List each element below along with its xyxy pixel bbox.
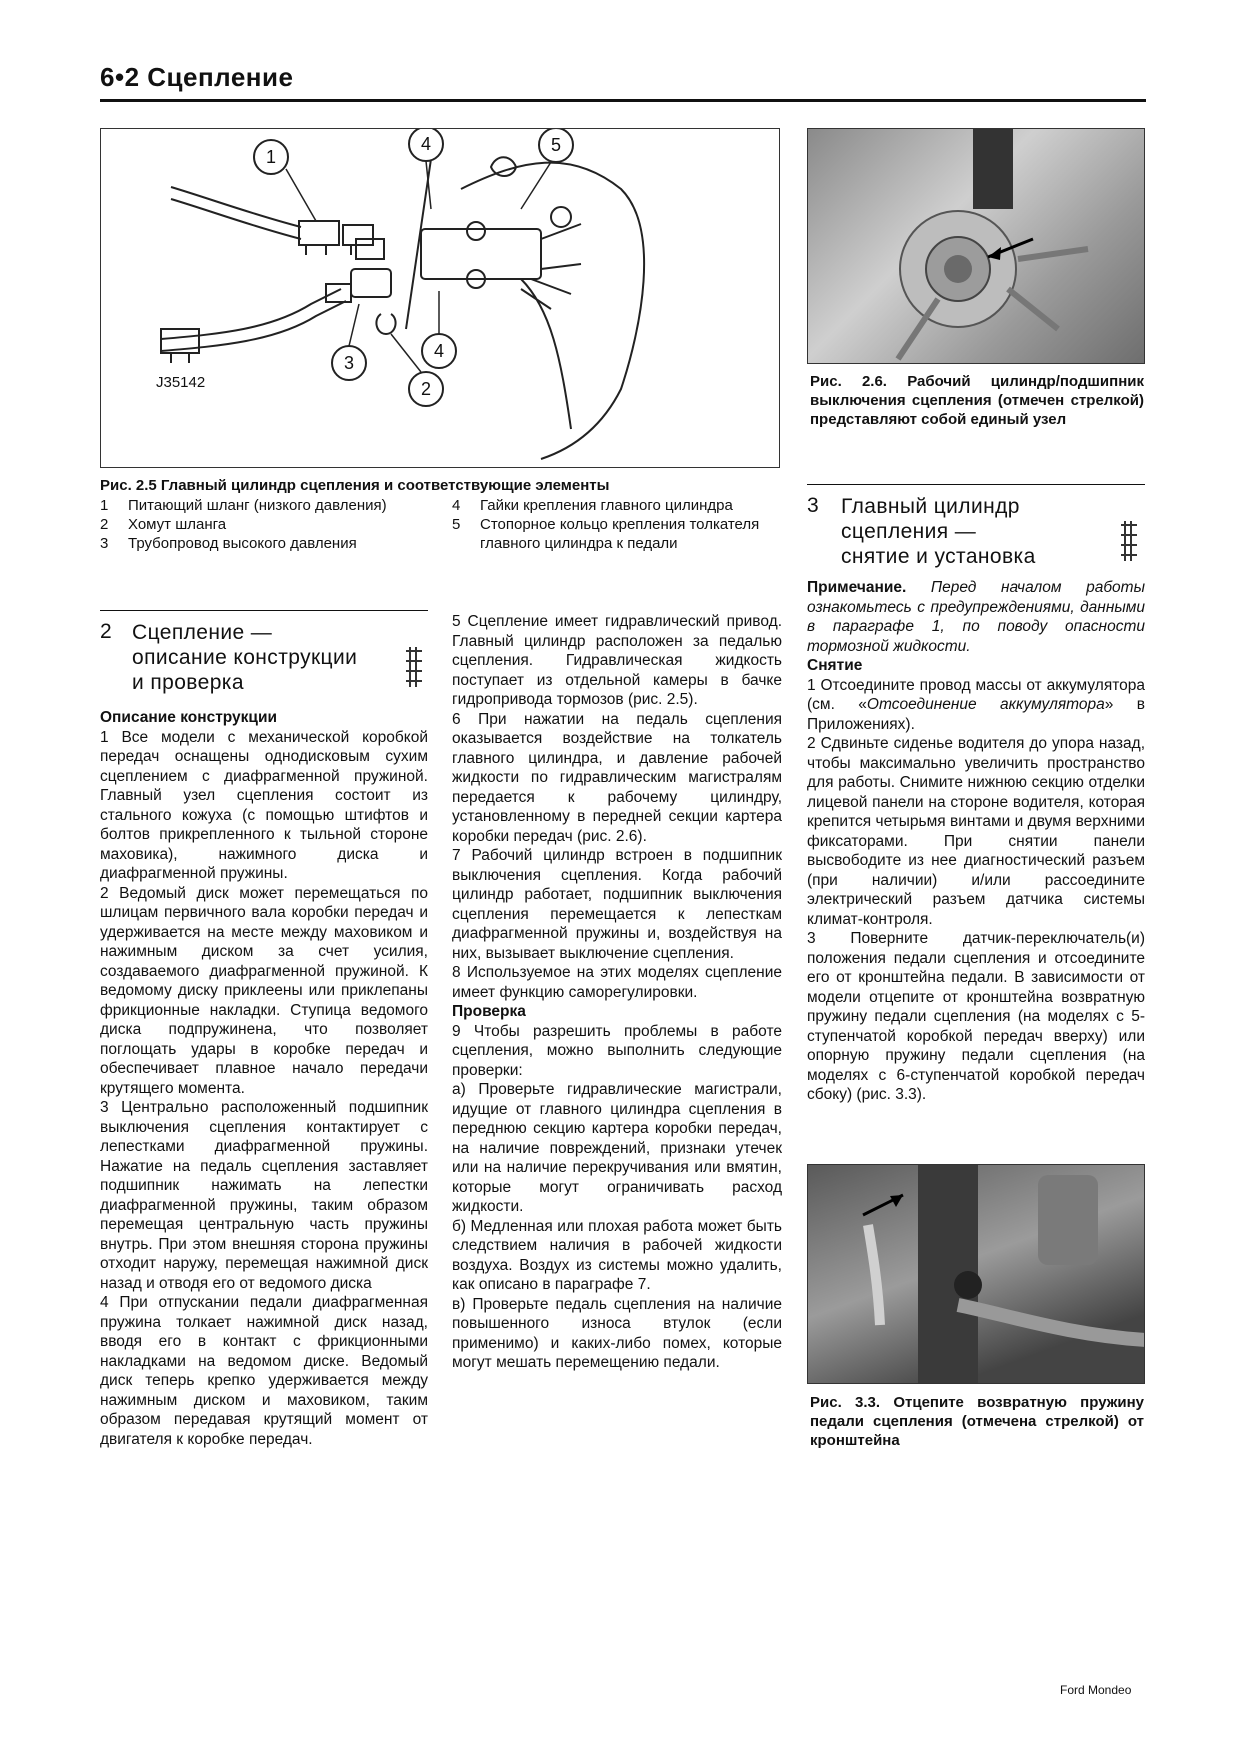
paragraph: в) Проверьте педаль сцепления на наличие повышенного износа втулок (если применимо) и каких-либо помех, которые могут мешать перемещению педали. xyxy=(452,1295,782,1371)
paragraph: 5 Сцепление имеет гидравлический привод. Главный цилиндр расположен за педалью сцепления. Гидравлическая жидкость поступает из отдельной камеры в бачке гидропривода тормозов (рис. 2.5). xyxy=(452,613,782,708)
paragraph: 7 Рабочий цилиндр встроен в подшипник выключения сцепления. Когда рабочий цилиндр работает, подшипник выключения сцепления перемещается к лепесткам диафрагменной пружины и, воздействуя на них, вызывает выключение сцепления. xyxy=(452,847,782,962)
footer-model: Ford Mondeo xyxy=(1060,1683,1132,1697)
subheading-check: Проверка xyxy=(452,1003,526,1020)
figure-code: J35142 xyxy=(156,374,206,391)
column-right xyxy=(807,578,1145,1105)
figure-3-3-caption: Рис. 3.3. Отцепите возвратную пружину педали сцепления (отмечена стрелкой) от кронштейна xyxy=(810,1394,1144,1449)
legend-item: 3 Трубопровод высокого давления xyxy=(100,535,357,552)
paragraph: 6 При нажатии на педаль сцепления оказывается воздействие на толкатель главного цилиндра, и давление рабочей жидкости по гидравлическим магистралям передается к рабочему цилиндру, установленному в передней секции картера коробки передач (рис. 2.6). xyxy=(452,710,782,845)
column-middle xyxy=(452,612,782,1373)
column-left xyxy=(100,708,428,1449)
paragraph: 2 Сдвиньте сиденье водителя до упора назад, чтобы максимально увеличить пространство для работы. Снимите нижнюю секцию отделки лицевой панели на стороне водителя, которая крепится четырьмя винтами и двумя верхними фиксаторами. При снятии панели высвободите из нее диагностический разъем (при наличии) и/или рассоедините электрический разъем датчика системы климат-контроля. xyxy=(807,735,1145,928)
paragraph: 4 При отпускании педали диафрагменная пружина толкает нажимной диск назад, вводя его в контакт с фрикционными накладками на ведомом диске. Ведомый диск теперь крепко удерживается между нажимным диском и маховиком, таким образом передавая крутящий момент от двигателя к коробке передач. xyxy=(100,1294,428,1448)
paragraph: 1 Все модели с механической коробкой передач оснащены однодисковым сухим сцеплением с диафрагменной пружиной. Главный узел сцепления состоит из стального кожуха (с помощью штифтов и болтов прикрепленного к тыльной стороне маховика), нажимного диска и диафрагменной пружины. xyxy=(100,728,428,882)
paragraph: 8 Используемое на этих моделях сцепление имеет функцию саморегулировки. xyxy=(452,964,782,1001)
photo-illustration xyxy=(808,1165,1145,1384)
paragraph: 3 Поверните датчик-переключатель(и) положения педали сцепления и отсоедините его от кронштейна педали. В зависимости от модели отцепите от кронштейна возвратную пружину педали сцепления (на моделях с 5-ступенчатой коробкой передач вверху) или опорную пружину педали сцепления (на моделях с 6-ступенчатой коробкой передач сбоку) (рис. 3.3). xyxy=(807,930,1145,1103)
page-header: 6•2 Сцепление xyxy=(100,62,294,92)
legend-item: 4 Гайки крепления главного цилиндра xyxy=(452,497,733,514)
callout-4a: 4 xyxy=(420,134,432,154)
callout-1: 1 xyxy=(265,147,277,167)
note: Примечание. Перед началом работы ознакомьтесь с предупреждениями, данными в параграфе 1, по поводу опасности тормозной жидкости. xyxy=(807,579,1145,655)
figure-2-5-diagram xyxy=(100,128,780,468)
difficulty-wrench-icon xyxy=(402,641,428,697)
legend-item: 2 Хомут шланга xyxy=(100,516,227,533)
subheading-removal: Снятие xyxy=(807,657,863,674)
paragraph: 1 Отсоедините провод массы от аккумулятора (см. «Отсоединение аккумулятора» в Приложениях). xyxy=(807,676,1145,733)
figure-2-6-caption: Рис. 2.6. Рабочий цилиндр/подшипник выключения сцепления (отмечен стрелкой) представляют собой единый узел xyxy=(810,373,1144,428)
paragraph: 2 Ведомый диск может перемещаться по шлицам первичного вала коробки передач и удерживается на месте между маховиком и нажимным диском за счет усилия, создаваемого диафрагменной пружиной. К ведомому диску приклеены или приклепаны фрикционные накладки. Ступица ведомого диска подпружинена, что позволяет поглощать удары в коробке передач и обеспечивает плавное начало передачи крутящего момента. xyxy=(100,884,428,1097)
paragraph: 3 Центрально расположенный подшипник выключения сцепления контактирует с лепестками диафрагменной пружины. Нажатие на педаль сцепления заставляет подшипник нажимать на лепестки диафрагменной пружины, таким образом перемещая центральную часть пружины внутрь. При этом внешняя сторона пружины отходит наружу, перемещая нажимной диск назад и отводя его от ведомого диска xyxy=(100,1099,428,1292)
callout-4b: 4 xyxy=(433,341,445,361)
figure-2-5-caption: Рис. 2.5 Главный цилиндр сцепления и соответствующие элементы xyxy=(100,477,610,494)
photo-illustration xyxy=(808,129,1145,364)
difficulty-wrench-icon xyxy=(1117,515,1143,571)
header-rule xyxy=(100,99,1146,102)
subheading-description: Описание конструкции xyxy=(100,709,278,726)
legend-right xyxy=(452,496,762,553)
legend-item: 1 Питающий шланг (низкого давления) xyxy=(100,497,387,514)
paragraph: 9 Чтобы разрешить проблемы в работе сцепления, можно выполнить следующие проверки: xyxy=(452,1022,782,1079)
legend-item: 5 Стопорное кольцо крепления толкателя главного цилиндра к педали xyxy=(452,516,760,552)
paragraph: б) Медленная или плохая работа может быть следствием наличия в рабочей жидкости воздуха. Воздух из системы можно удалить, как описано в параграфе 7. xyxy=(452,1217,782,1293)
section-3-heading: 3 Главный цилиндр сцепления — снятие и установка xyxy=(807,484,1145,569)
figure-3-3-photo xyxy=(807,1164,1145,1384)
clutch-master-cylinder-diagram xyxy=(101,129,779,467)
callout-2: 2 xyxy=(420,379,432,399)
callout-3: 3 xyxy=(343,353,355,373)
callout-5: 5 xyxy=(550,135,562,155)
legend-left xyxy=(100,496,400,553)
paragraph: а) Проверьте гидравлические магистрали, идущие от главного цилиндра сцепления в переднюю секцию картера коробки передач, на наличие повреждений, признаки утечек или на наличие перекручивания или вмятин, которые могут ограничивать расход жидкости. xyxy=(452,1081,782,1215)
section-2-heading: 2 Сцепление — описание конструкции и проверка xyxy=(100,610,428,705)
figure-2-6-photo xyxy=(807,128,1145,364)
